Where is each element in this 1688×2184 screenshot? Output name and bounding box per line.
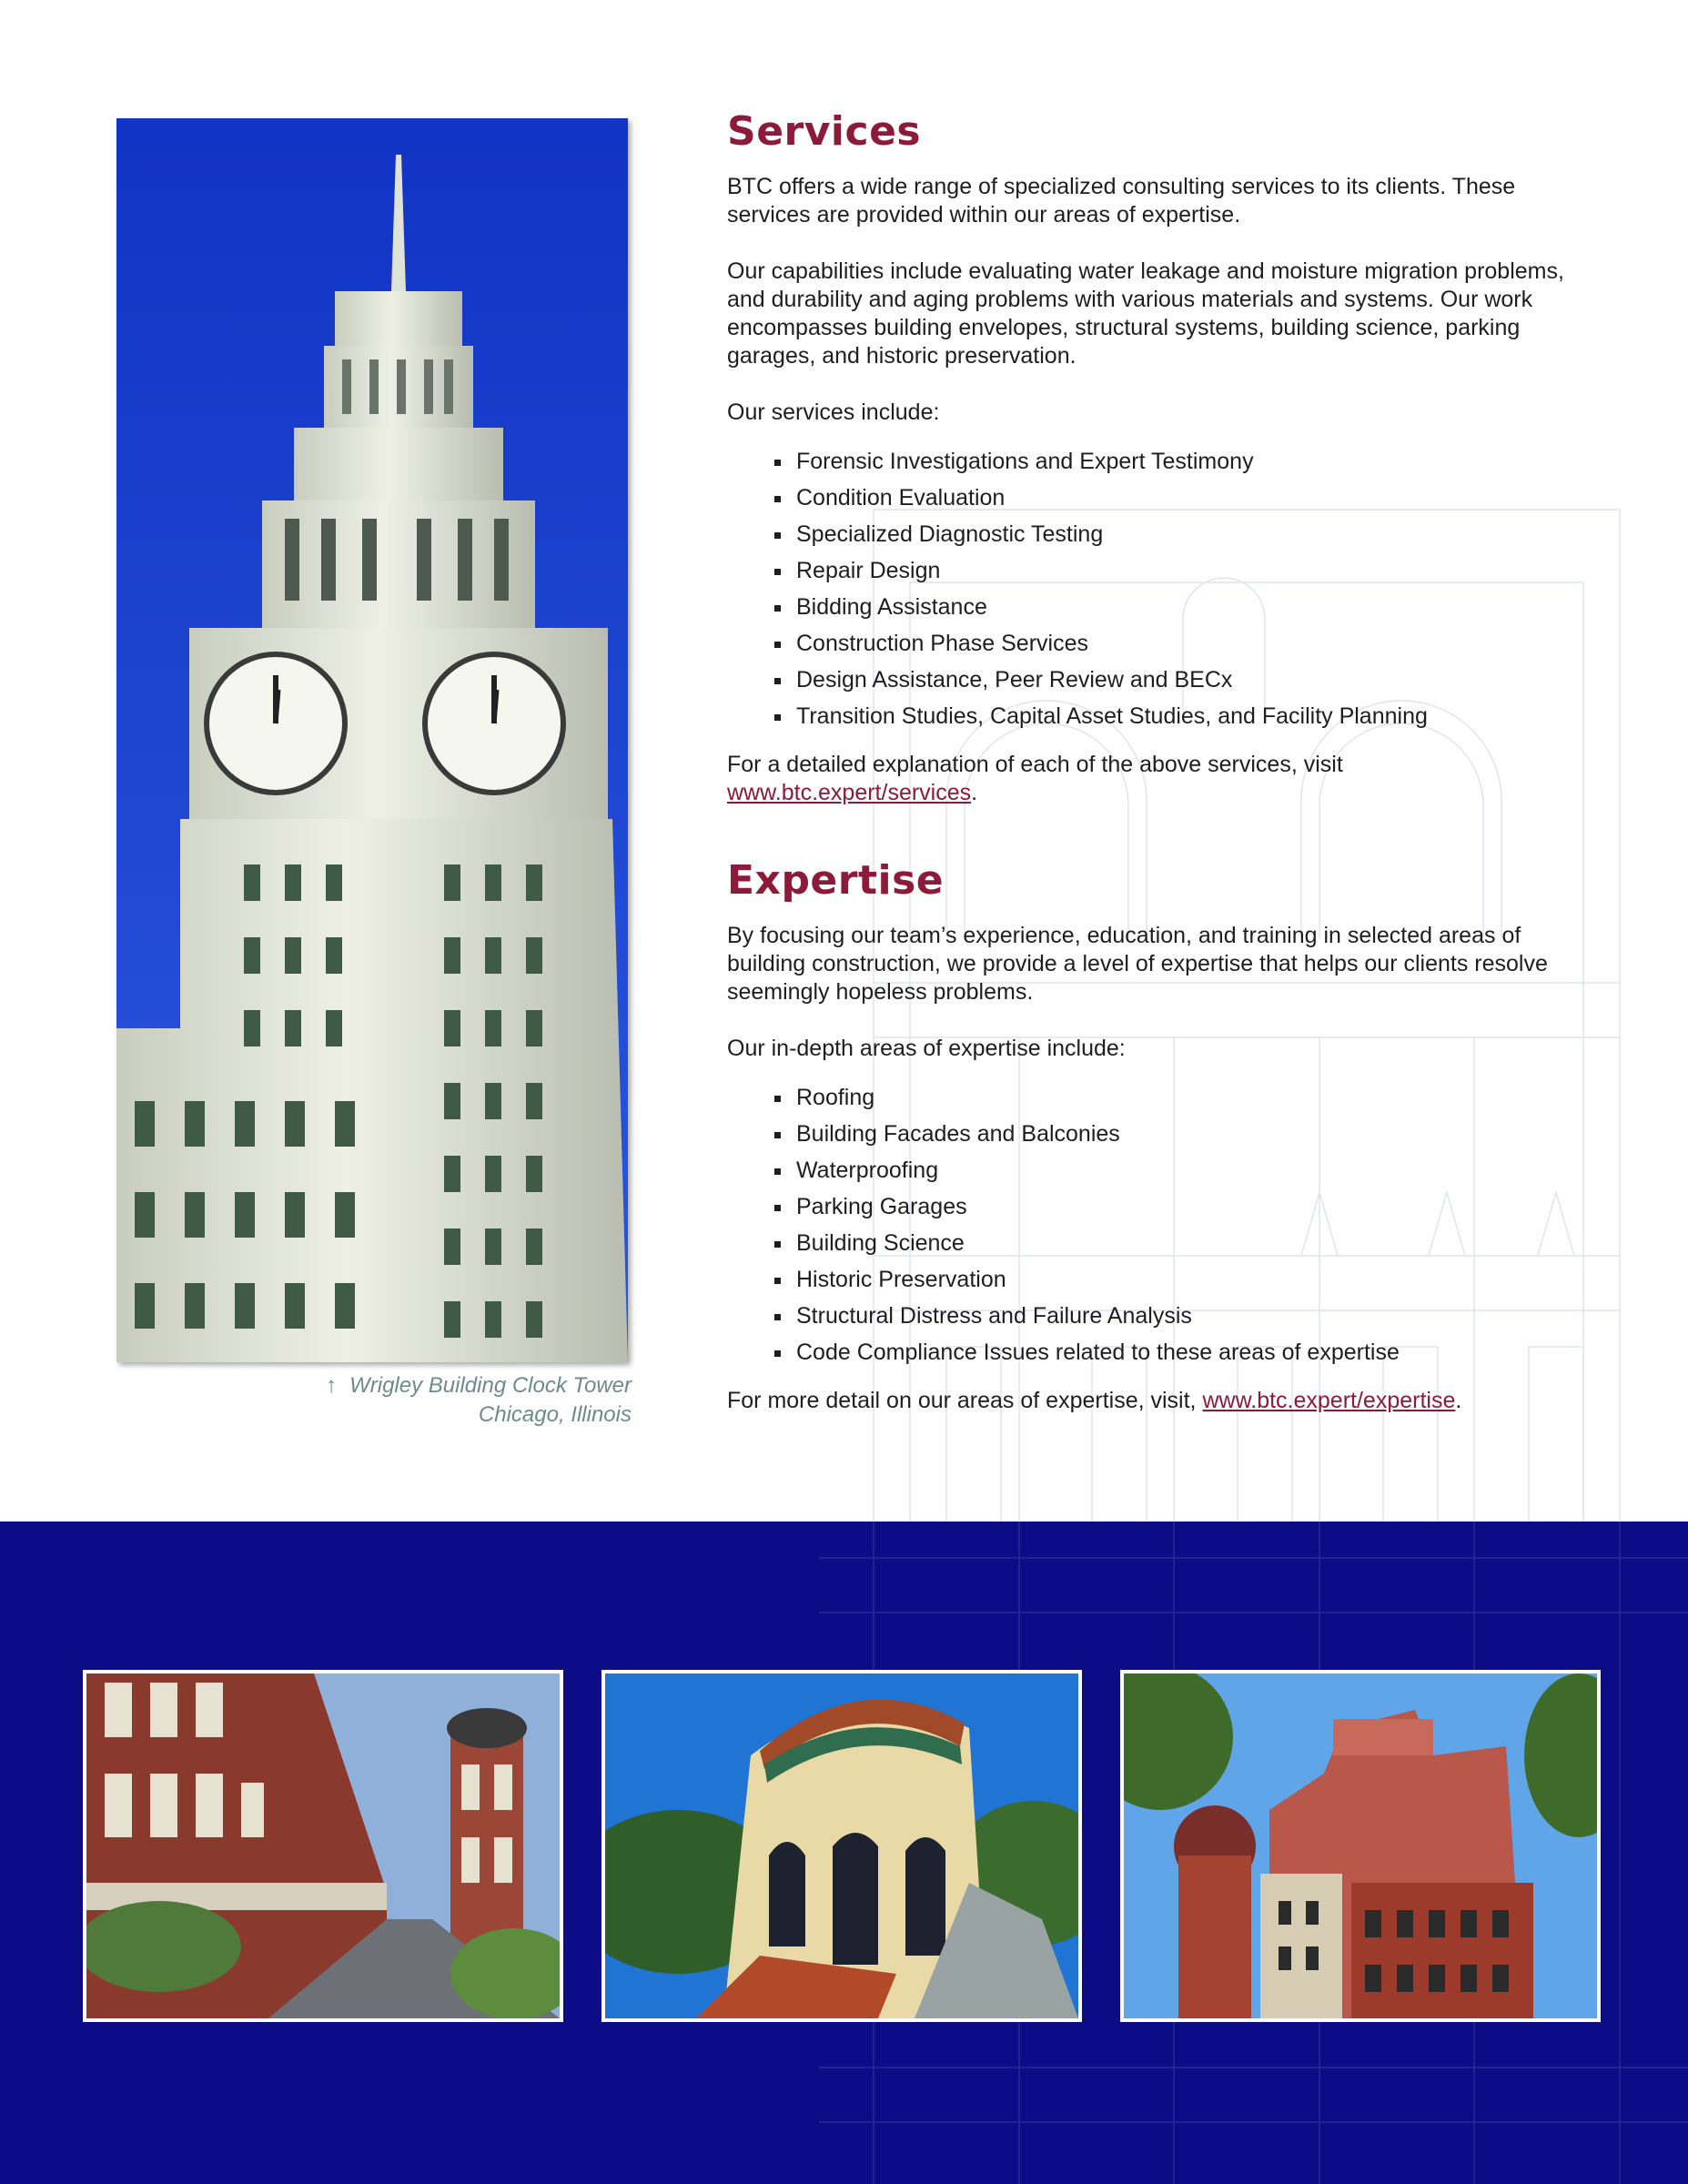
expertise-list	[727, 1079, 1582, 1370]
list-item: Design Assistance, Peer Review and BECx	[774, 662, 1582, 698]
historic-rotunda-photo	[601, 1670, 1082, 2022]
wrigley-clock-tower-photo	[116, 118, 628, 1362]
list-item: Parking Garages	[774, 1188, 1582, 1225]
list-item: Condition Evaluation	[774, 480, 1582, 516]
townhouses-photo	[83, 1670, 563, 2022]
services-list	[727, 443, 1582, 734]
text-column	[727, 107, 1582, 1415]
photo-caption	[249, 1371, 632, 1430]
list-item: Specialized Diagnostic Testing	[774, 516, 1582, 552]
list-item: Bidding Assistance	[774, 589, 1582, 625]
list-item: Historic Preservation	[774, 1261, 1582, 1298]
expertise-intro: By focusing our team’s experience, education, and training in selected areas of building construction, we provide a level of expertise that helps our clients resolve seemingly hopeless problems.	[727, 923, 1548, 1005]
caption-location: Chicago, Illinois	[478, 1402, 632, 1427]
services-detail	[727, 751, 1582, 807]
expertise-heading: Expertise	[727, 857, 945, 904]
brick-buildings-photo	[1120, 1670, 1601, 2022]
list-item: Construction Phase Services	[774, 625, 1582, 662]
list-item: Repair Design	[774, 552, 1582, 589]
services-detail-text: For a detailed explanation of each of the above services, visit	[727, 752, 1343, 777]
services-capabilities: Our capabilities include evaluating water leakage and moisture migration problems, and durability and aging problems with various materials and systems. Our work encompasses building envelopes, structural systems, building science, parking garages, and historic preservation.	[727, 258, 1564, 369]
list-item: Structural Distress and Failure Analysis	[774, 1298, 1582, 1334]
services-list-intro: Our services include:	[727, 399, 940, 425]
list-item: Building Science	[774, 1225, 1582, 1261]
expertise-detail-text: For more detail on our areas of expertise, visit,	[727, 1388, 1197, 1413]
services-detail-suffix: .	[971, 780, 978, 805]
expertise-detail	[727, 1387, 1582, 1415]
list-item: Building Facades and Balconies	[774, 1116, 1582, 1152]
services-link[interactable]: www.btc.expert/services	[727, 780, 972, 805]
services-heading: Services	[727, 108, 922, 155]
list-item: Roofing	[774, 1079, 1582, 1116]
arrow-up-icon: ↑	[326, 1373, 338, 1398]
expertise-detail-suffix: .	[1455, 1388, 1462, 1413]
list-item: Code Compliance Issues related to these areas of expertise	[774, 1334, 1582, 1370]
list-item: Transition Studies, Capital Asset Studies, and Facility Planning	[774, 698, 1582, 734]
expertise-link[interactable]: www.btc.expert/expertise	[1202, 1388, 1456, 1413]
expertise-list-intro: Our in-depth areas of expertise include:	[727, 1036, 1126, 1061]
services-intro: BTC offers a wide range of specialized consulting services to its clients. These services are provided within our areas of expertise.	[727, 174, 1516, 228]
caption-title: Wrigley Building Clock Tower	[349, 1373, 632, 1398]
list-item: Waterproofing	[774, 1152, 1582, 1188]
list-item: Forensic Investigations and Expert Testimony	[774, 443, 1582, 480]
